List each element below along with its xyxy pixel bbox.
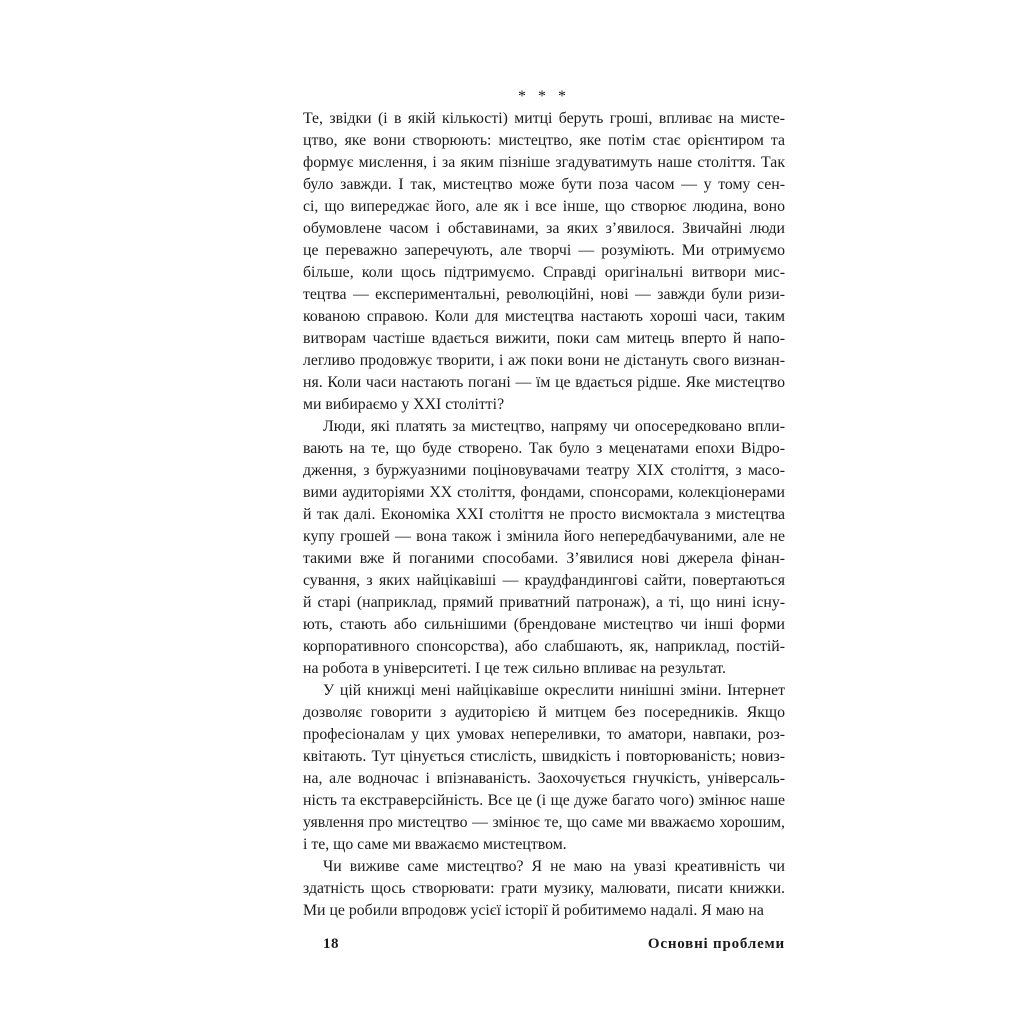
text-line: й старі (наприклад, прямий приватний патронаж), а ті, що нині існу- (303, 594, 785, 611)
paragraph (303, 856, 785, 922)
page-body (303, 108, 785, 922)
text-line: це переважно заперечують, але творчі — розуміють. Ми отримуємо (303, 242, 785, 259)
text-line: і те, що саме ми вважаємо мистецтвом. (303, 836, 567, 853)
text-block (303, 86, 785, 922)
text-line: сі, що випереджає його, але як і все інше, що створює людина, воно (303, 198, 785, 215)
section-separator: * * * (518, 88, 570, 105)
text-line: дження, з буржуазними поціновувачами театру XIX століття, з масо- (303, 462, 785, 479)
text-line: було завжди. І так, мистецтво може бути поза часом — у тому сен- (303, 176, 785, 193)
text-line: Ми це робили впродовж усієї історії й робитимемо надалі. Я маю на (303, 902, 764, 919)
text-line: витворам частіше вдається вижити, поки сам митець вперто й напо- (303, 330, 785, 347)
text-line: й так далі. Економіка XXI століття не просто висмоктала з мистецтва (303, 506, 785, 523)
text-line: такими вже й поганими способами. З’явилися нові джерела фінан- (303, 550, 785, 567)
text-line: цтво, яке вони створюють: мистецтво, яке потім стає орієнтиром та (303, 132, 785, 149)
text-line: Чи виживе саме мистецтво? Я не маю на увазі креативність чи (323, 858, 785, 875)
running-title: Основні проблеми (647, 936, 785, 952)
text-line: Те, звідки (і в якій кількості) митці беруть гроші, впливає на мисте- (303, 110, 785, 127)
text-line: професіоналам у цих умовах непереливки, то аматори, навпаки, роз- (303, 726, 785, 743)
text-line: на робота в університеті. І це теж сильно впливає на результат. (303, 660, 726, 677)
paragraph (303, 416, 785, 680)
text-line: ми вибираємо у XXI столітті? (303, 396, 505, 413)
paragraph (303, 108, 785, 416)
text-line: легливо продовжує творити, і аж поки вони не дістануть свого визнан- (303, 352, 785, 369)
text-line: сування, з яких найцікавіші — краудфандингові сайти, повертаються (303, 572, 785, 589)
text-line: У цій книжці мені найцікавіше окреслити нинішні зміни. Інтернет (323, 682, 785, 699)
text-line: дозволяє говорити з аудиторією й митцем без посередників. Якщо (303, 704, 785, 721)
text-line: вими аудиторіями XX століття, фондами, спонсорами, колекціонерами (303, 484, 785, 501)
text-line: корпоративного спонсорства), або слабшають, як, наприклад, постій- (303, 638, 785, 655)
text-line: формує мислення, і за яким пізніше згадуватимуть наше століття. Так (303, 154, 785, 171)
text-line: ня. Коли часи настають погані — їм це вдається рідше. Яке мистецтво (303, 374, 785, 391)
text-line: здатність щось створювати: грати музику, малювати, писати книжки. (303, 880, 785, 897)
text-line: на, але водночас і впізнаваність. Заохочується гнучкість, універсаль- (303, 770, 785, 787)
text-line: ють, стають або сильнішими (брендоване мистецтво чи інші форми (303, 616, 785, 633)
text-line: Люди, які платять за мистецтво, напряму чи опосередковано впли- (323, 418, 785, 435)
text-line: тецтва — експериментальні, революційні, нові — завжди були ризи- (303, 286, 785, 303)
text-line: вають на те, що буде створено. Так було з меценатами епохи Відро- (303, 440, 785, 457)
page-number: 18 (323, 936, 339, 952)
text-line: обумовлене часом і обставинами, за яких з’явилося. Звичайні люди (303, 220, 785, 237)
text-line: кованою справою. Коли для мистецтва настають хороші часи, таким (303, 308, 785, 325)
text-line: купу грошей — вона також і змінила його непередбачуваними, але не (303, 528, 785, 545)
text-line: уявлення про мистецтво — змінює те, що саме ми вважаємо хорошим, (303, 814, 785, 831)
text-line: квітають. Тут цінується стислість, швидкість і повторюваність; новиз- (303, 748, 785, 765)
text-line: більше, коли щось підтримуємо. Справді оригінальні витвори мис- (303, 264, 785, 281)
paragraph (303, 680, 785, 856)
page-footer (303, 934, 785, 954)
text-line: ність та екстраверсійність. Все це (і ще дуже багато чого) змінює наше (303, 792, 785, 809)
